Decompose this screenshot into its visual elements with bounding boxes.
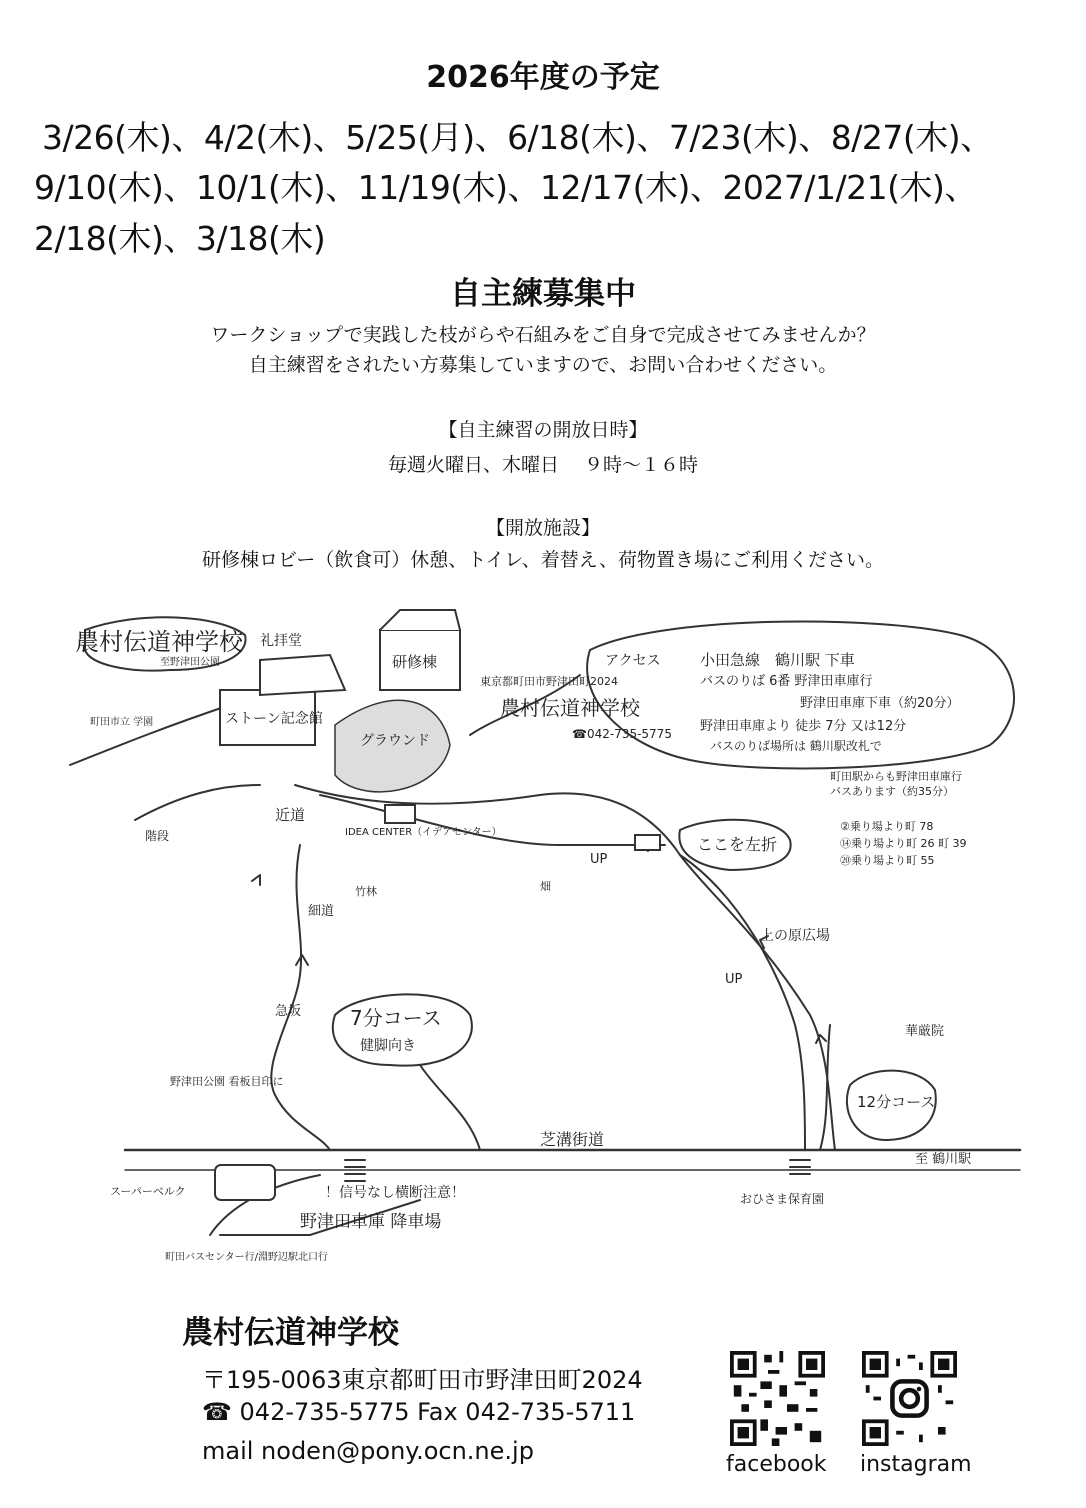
instagram-qr-code[interactable] [862,1351,957,1446]
facility-heading: 【開放施設】 [485,517,600,539]
map-ground: グラウンド [360,733,430,749]
map-uenohara: 上の原広場 [760,928,830,944]
map-access-title: アクセス [605,653,661,669]
map-access-note: バスのりば場所は 鶴川駅改札で [710,739,882,753]
map-up-2: UP [725,972,743,987]
hours-value: 毎週火曜日、木曜日 ９時～１６時 [387,454,699,476]
map-stone-hall: ストーン記念館 [225,711,323,727]
map-access-alt: 野津田車庫下車（約20分） [800,696,960,711]
map-address: 東京都町田市野津田町2024 [480,675,618,688]
schedule-dates-line1: 3/26(木)、4/2(木)、5/25(月)、6/18(木)、7/23(木)、8/27(木)、 [42,118,993,157]
map-route2: ⑭乗り場より町 26 町 39 [840,837,967,850]
instagram-label[interactable]: instagram [860,1452,972,1477]
map-access-walk: 野津田車庫より 徒歩 7分 又は12分 [700,719,907,734]
map-route1: ②乗り場より町 78 [840,820,934,833]
schedule-dates-line3: 2/18(木)、3/18(木) [34,219,326,258]
recruit-intro-2: 自主練習をされたい方募集していますので、お問い合わせください。 [248,354,838,376]
map-machida2: バスあります（約35分） [830,785,954,798]
map-up-1: UP [590,852,608,867]
map-to-tsurukawa: 至 鶴川駅 [915,1152,972,1167]
map-chapel: 礼拝堂 [260,633,302,649]
map-course12: 12分コース [857,1093,936,1111]
map-course7: 7分コース [350,1006,442,1030]
map-super: スーパーベルク [110,1185,186,1198]
footer-school-name: 農村伝道神学校 [182,1315,399,1351]
footer-mail[interactable]: mail noden@pony.ocn.ne.jp [202,1437,534,1465]
recruit-title: 自主練募集中 [450,276,636,312]
facebook-label[interactable]: facebook [726,1452,827,1477]
map-kegonin: 華厳院 [905,1024,945,1039]
map-school-tel: ☎042-735-5775 [572,727,672,741]
facebook-qr-code[interactable] [730,1351,825,1446]
map-nursery: おひさま保育園 [740,1192,825,1206]
map-machida-bus: 町田バスセンター行/淵野辺駅北口行 [165,1252,328,1263]
access-map [60,595,1030,1295]
map-field: 畑 [540,880,551,893]
map-park-sign: 野津田公園 看板目印に [170,1075,284,1088]
map-kyuzaka: 急坂 [275,1004,302,1019]
map-park-left: 町田市立 学園 [90,717,154,728]
map-bamboo: 竹林 [355,885,377,898]
map-stairs: 階段 [145,829,170,843]
hours-heading: 【自主練習の開放日時】 [438,419,648,441]
map-street: 芝溝街道 [540,1130,605,1149]
footer-address: 〒195-0063東京都町田市野津田町2024 [202,1366,643,1394]
map-warning: ！信号なし横断注意！ [325,1185,465,1201]
schedule-title: 2026年度の予定 [426,60,660,95]
footer-tel: ☎ 042-735-5775 Fax 042-735-5711 [202,1398,636,1426]
instagram-icon [892,1381,926,1415]
recruit-intro-1: ワークショップで実践した枝がらや石組みをご自身で完成させてみませんか？ [210,324,876,346]
map-training-bldg: 研修棟 [392,653,438,671]
map-park-top: 至野津田公園 [160,657,220,668]
map-hosomichi: 細道 [308,904,335,919]
map-route3: ⑳乗り場より町 55 [840,854,935,867]
map-idea-center: IDEA CENTER（イデアセンター） [345,827,502,838]
map-bus-stop: 野津田車庫 降車場 [300,1212,442,1232]
map-course7-sub: 健脚向き [360,1038,416,1054]
facility-value: 研修棟ロビー（飲食可）休憩、トイレ、着替え、荷物置き場にご利用ください。 [202,549,884,571]
map-access-line: 小田急線 鶴川駅 下車 [700,651,855,669]
map-kindai: 近道 [275,806,306,824]
schedule-dates-line2: 9/10(木)、10/1(木)、11/19(木)、12/17(木)、2027/1/21(木)、 [34,168,977,207]
map-school-bubble: 農村伝道神学校 [75,628,243,656]
map-access-bus: バスのりば 6番 野津田車庫行 [700,674,873,689]
map-machida: 町田駅からも野津田車庫行 [830,770,962,783]
map-school-label: 農村伝道神学校 [500,696,640,720]
map-turn-left: ここを左折 [697,835,778,854]
